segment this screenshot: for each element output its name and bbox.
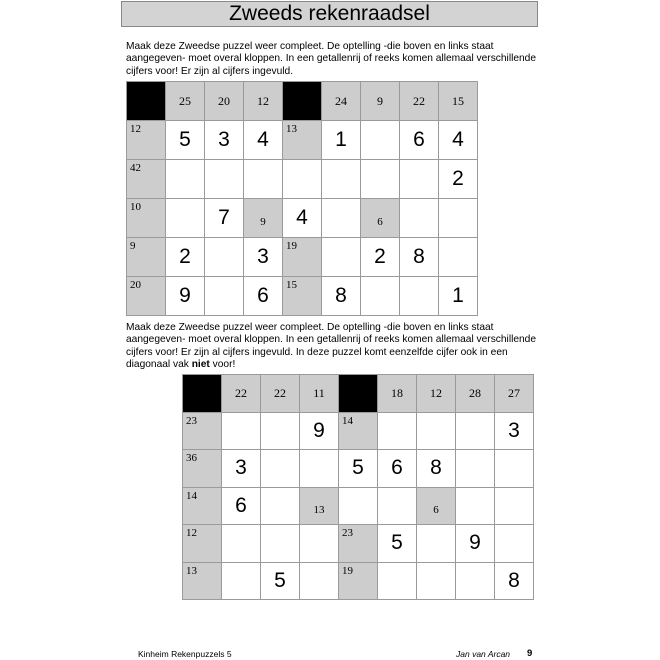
row-sum-label: 19 (342, 564, 353, 577)
digit-cell[interactable] (439, 121, 478, 160)
grid-row (127, 82, 478, 121)
cell-digit: 3 (508, 418, 520, 442)
cell-digit (300, 563, 338, 600)
inner-sum-label: 6 (377, 216, 383, 228)
digit-cell[interactable] (400, 238, 439, 277)
digit-cell[interactable] (361, 160, 400, 199)
cell-digit (361, 160, 399, 198)
digit-cell[interactable] (166, 199, 205, 238)
row-sum-cell (127, 160, 166, 199)
digit-cell[interactable] (322, 238, 361, 277)
puzzle-2-instructions-start: Maak deze Zweedse puzzel weer compleet. De optelling -die boven en links staat aangegeven- moet overal kloppen. In een getallenrij of reeks komen allemaal verschillende cijfers voor! Er zijn al cijfers ingevuld. In deze puzzel komt eenzelfde cijfer ook in een diagonaal vak (126, 322, 537, 370)
cell-digit (261, 525, 299, 562)
cell-digit: 4 (257, 128, 269, 151)
digit-cell[interactable] (205, 238, 244, 277)
cell-digit: 8 (335, 284, 347, 307)
cell-digit (495, 488, 533, 525)
column-sum-cell (439, 82, 478, 121)
cell-digit (300, 450, 338, 487)
digit-cell[interactable] (222, 487, 261, 525)
cell-digit (417, 563, 455, 600)
digit-cell[interactable] (495, 412, 534, 450)
cell-digit: 8 (508, 568, 520, 592)
cell-digit (339, 488, 377, 525)
digit-cell[interactable] (456, 487, 495, 525)
column-sum-cell (378, 375, 417, 413)
digit-cell[interactable] (361, 121, 400, 160)
cell-digit (378, 413, 416, 450)
cell-digit (322, 199, 360, 237)
row-sum-label: 12 (186, 527, 197, 539)
column-sum-label: 22 (235, 385, 247, 400)
row-sum-label: 36 (186, 452, 197, 464)
digit-cell[interactable] (261, 562, 300, 600)
puzzle-2-instructions-bold: niet (191, 358, 210, 370)
puzzle-1-instructions: Maak deze Zweedse puzzel weer compleet. De optelling -die boven en links staat aangegeven- moet overal kloppen. In een getallenrij of reeks komen allemaal verschillende cijfers voor! Er zijn al cijfers ingevuld. (126, 41, 537, 77)
cell-digit: 5 (179, 128, 191, 151)
digit-cell[interactable] (378, 562, 417, 600)
column-sum-cell (244, 82, 283, 121)
row-sum-label: 14 (186, 489, 197, 502)
cell-digit: 8 (413, 245, 425, 268)
cell-digit (322, 238, 360, 276)
grid-row (183, 412, 534, 450)
inner-sum-label: 6 (433, 503, 439, 516)
cell-digit: 5 (274, 568, 286, 592)
grid-row (127, 121, 478, 160)
column-sum-cell (361, 82, 400, 121)
column-sum-label: 27 (508, 385, 520, 400)
inner-sum-label: 13 (313, 503, 325, 516)
digit-cell[interactable] (361, 277, 400, 316)
cell-digit (456, 563, 494, 600)
digit-cell[interactable] (222, 450, 261, 488)
puzzle-2-instructions (126, 322, 536, 371)
cell-digit: 3 (235, 456, 247, 480)
grid-row (127, 199, 478, 238)
grid-row (183, 562, 534, 600)
row-sum-label: 19 (286, 240, 297, 252)
row-sum-label: 13 (286, 123, 297, 135)
digit-cell[interactable] (417, 562, 456, 600)
digit-cell[interactable] (300, 562, 339, 600)
cell-digit: 6 (413, 128, 425, 151)
digit-cell[interactable] (322, 121, 361, 160)
column-sum-label: 24 (335, 93, 347, 108)
row-sum-label: 23 (342, 527, 353, 539)
cell-digit: 6 (257, 284, 269, 307)
cell-digit (378, 563, 416, 600)
cell-digit: 2 (179, 245, 191, 268)
inner-sum-label: 9 (260, 216, 266, 228)
cell-digit (222, 413, 260, 450)
cell-digit: 9 (313, 418, 325, 442)
digit-cell[interactable] (283, 160, 322, 199)
digit-cell[interactable] (300, 525, 339, 563)
row-sum-cell (127, 199, 166, 238)
row-sum-label: 23 (186, 414, 197, 427)
digit-cell[interactable] (439, 160, 478, 199)
puzzle-2-instructions-end: voor! (209, 358, 236, 370)
cell-digit: 3 (257, 245, 269, 268)
cell-digit (283, 160, 321, 198)
footer-author: Jan van Arcan (456, 649, 511, 659)
column-sum-label: 22 (413, 93, 425, 108)
black-block-cell (127, 82, 166, 121)
grid-row (183, 450, 534, 488)
grid-row (183, 525, 534, 563)
cell-digit (261, 488, 299, 525)
cell-digit: 4 (452, 128, 464, 151)
column-sum-cell (222, 375, 261, 413)
row-sum-label: 13 (186, 564, 197, 577)
digit-cell[interactable] (244, 160, 283, 199)
cell-digit (166, 199, 204, 237)
cell-digit (456, 450, 494, 487)
row-sum-label: 12 (130, 123, 141, 135)
black-block-cell (339, 375, 378, 413)
cell-digit (417, 525, 455, 562)
digit-cell[interactable] (261, 412, 300, 450)
digit-cell[interactable] (166, 160, 205, 199)
digit-cell[interactable] (456, 562, 495, 600)
digit-cell[interactable] (400, 121, 439, 160)
column-sum-label: 15 (452, 93, 464, 108)
row-sum-cell (183, 525, 222, 563)
digit-cell[interactable] (456, 450, 495, 488)
digit-cell[interactable] (400, 277, 439, 316)
digit-cell[interactable] (456, 412, 495, 450)
cell-digit (261, 450, 299, 487)
grid-row (183, 375, 534, 413)
cell-digit (205, 160, 243, 198)
cell-digit: 3 (218, 128, 230, 151)
cell-digit: 9 (179, 284, 191, 307)
digit-cell[interactable] (166, 277, 205, 316)
digit-cell[interactable] (283, 199, 322, 238)
cell-digit (439, 199, 477, 237)
row-sum-label: 20 (130, 279, 141, 291)
digit-cell[interactable] (417, 525, 456, 563)
cell-digit (222, 525, 260, 562)
cell-digit (222, 563, 260, 600)
cell-digit: 2 (374, 245, 386, 268)
row-sum-label: 9 (130, 240, 136, 252)
cell-digit (205, 277, 243, 315)
digit-cell[interactable] (205, 160, 244, 199)
black-block-cell (283, 82, 322, 121)
column-sum-label: 28 (469, 385, 481, 400)
inner-sum-cell (244, 199, 283, 238)
digit-cell[interactable] (378, 525, 417, 563)
digit-cell[interactable] (166, 121, 205, 160)
column-sum-cell (495, 375, 534, 413)
column-sum-label: 12 (430, 385, 442, 400)
inner-sum-cell (300, 487, 339, 525)
digit-cell[interactable] (205, 199, 244, 238)
row-sum-label: 14 (342, 414, 353, 427)
column-sum-cell (261, 375, 300, 413)
digit-cell[interactable] (205, 277, 244, 316)
cell-digit: 5 (352, 456, 364, 480)
cell-digit: 6 (391, 456, 403, 480)
inner-sum-cell (417, 487, 456, 525)
cell-digit (456, 413, 494, 450)
digit-cell[interactable] (222, 412, 261, 450)
row-sum-cell (283, 238, 322, 277)
footer-page-number: 9 (527, 648, 533, 659)
digit-cell[interactable] (261, 525, 300, 563)
digit-cell[interactable] (339, 487, 378, 525)
digit-cell[interactable] (166, 238, 205, 277)
cell-digit (495, 450, 533, 487)
column-sum-label: 25 (179, 93, 191, 108)
column-sum-cell (400, 82, 439, 121)
cell-digit (456, 488, 494, 525)
column-sum-cell (300, 375, 339, 413)
digit-cell[interactable] (417, 412, 456, 450)
row-sum-cell (127, 277, 166, 316)
cell-digit: 1 (452, 284, 464, 307)
digit-cell[interactable] (244, 277, 283, 316)
digit-cell[interactable] (244, 121, 283, 160)
column-sum-cell (166, 82, 205, 121)
column-sum-label: 9 (377, 93, 383, 108)
cell-digit: 1 (335, 128, 347, 151)
digit-cell[interactable] (322, 199, 361, 238)
digit-cell[interactable] (205, 121, 244, 160)
row-sum-label: 10 (130, 201, 141, 213)
cell-digit (166, 160, 204, 198)
digit-cell[interactable] (222, 562, 261, 600)
cell-digit (205, 238, 243, 276)
column-sum-cell (417, 375, 456, 413)
puzzle-2-grid (182, 374, 534, 600)
row-sum-cell (283, 121, 322, 160)
cell-digit (361, 121, 399, 159)
footer-book-title: Kinheim Rekenpuzzels 5 (138, 649, 232, 659)
digit-cell[interactable] (439, 238, 478, 277)
digit-cell[interactable] (439, 199, 478, 238)
cell-digit (400, 160, 438, 198)
cell-digit: 7 (218, 206, 230, 229)
cell-digit: 4 (296, 206, 308, 229)
cell-digit (400, 277, 438, 315)
inner-sum-cell (361, 199, 400, 238)
cell-digit (400, 199, 438, 237)
column-sum-label: 20 (218, 93, 230, 108)
row-sum-cell (339, 525, 378, 563)
column-sum-label: 22 (274, 385, 286, 400)
puzzle-1-grid (126, 81, 478, 316)
cell-digit (378, 488, 416, 525)
black-block-cell (183, 375, 222, 413)
page-title: Zweeds rekenraadsel (121, 1, 538, 27)
digit-cell[interactable] (222, 525, 261, 563)
row-sum-cell (183, 562, 222, 600)
digit-cell[interactable] (495, 525, 534, 563)
digit-cell[interactable] (456, 525, 495, 563)
digit-cell[interactable] (322, 160, 361, 199)
digit-cell[interactable] (339, 450, 378, 488)
column-sum-label: 18 (391, 385, 403, 400)
cell-digit (300, 525, 338, 562)
row-sum-cell (283, 277, 322, 316)
digit-cell[interactable] (361, 238, 400, 277)
cell-digit (495, 525, 533, 562)
cell-digit (244, 160, 282, 198)
cell-digit: 6 (235, 493, 247, 517)
cell-digit: 2 (452, 167, 464, 190)
cell-digit (322, 160, 360, 198)
row-sum-cell (339, 412, 378, 450)
row-sum-label: 42 (130, 162, 141, 174)
digit-cell[interactable] (378, 450, 417, 488)
cell-digit (417, 413, 455, 450)
digit-cell[interactable] (244, 238, 283, 277)
cell-digit: 9 (469, 531, 481, 555)
digit-cell[interactable] (378, 412, 417, 450)
row-sum-label: 15 (286, 279, 297, 291)
row-sum-cell (127, 121, 166, 160)
row-sum-cell (127, 238, 166, 277)
cell-digit (261, 413, 299, 450)
cell-digit (439, 238, 477, 276)
digit-cell[interactable] (261, 487, 300, 525)
column-sum-cell (456, 375, 495, 413)
digit-cell[interactable] (378, 487, 417, 525)
grid-row (127, 238, 478, 277)
cell-digit (361, 277, 399, 315)
column-sum-cell (205, 82, 244, 121)
digit-cell[interactable] (261, 450, 300, 488)
column-sum-cell (322, 82, 361, 121)
grid-row (183, 487, 534, 525)
digit-cell[interactable] (417, 450, 456, 488)
grid-row (127, 160, 478, 199)
digit-cell[interactable] (322, 277, 361, 316)
column-sum-label: 12 (257, 93, 269, 108)
row-sum-cell (183, 487, 222, 525)
row-sum-cell (339, 562, 378, 600)
digit-cell[interactable] (495, 487, 534, 525)
digit-cell[interactable] (439, 277, 478, 316)
digit-cell[interactable] (300, 450, 339, 488)
digit-cell[interactable] (400, 199, 439, 238)
grid-row (127, 277, 478, 316)
digit-cell[interactable] (400, 160, 439, 199)
row-sum-cell (183, 412, 222, 450)
row-sum-cell (183, 450, 222, 488)
column-sum-label: 11 (313, 385, 325, 400)
cell-digit: 8 (430, 456, 442, 480)
digit-cell[interactable] (300, 412, 339, 450)
cell-digit: 5 (391, 531, 403, 555)
digit-cell[interactable] (495, 450, 534, 488)
digit-cell[interactable] (495, 562, 534, 600)
